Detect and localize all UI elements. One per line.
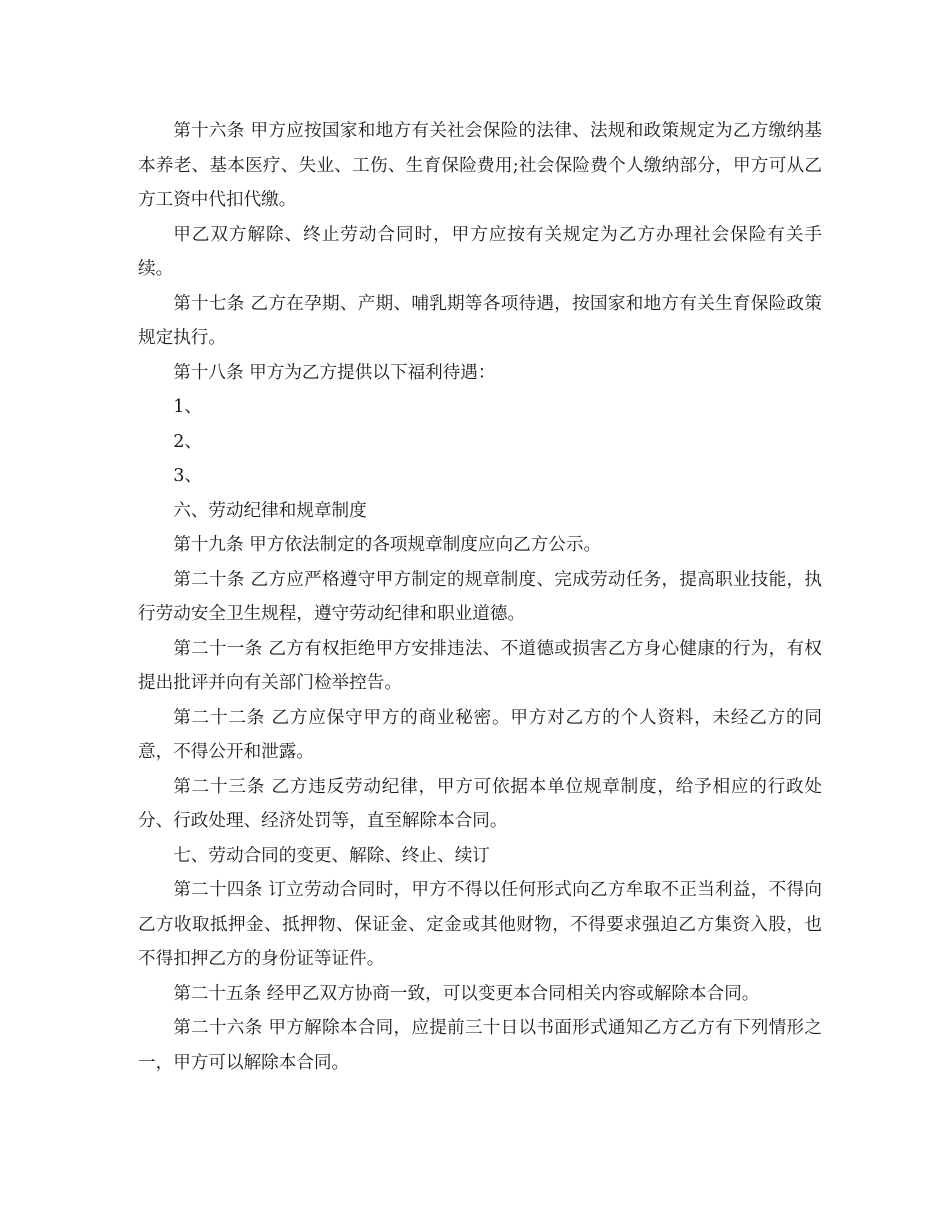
paragraph-article-22: 第二十二条 乙方应保守甲方的商业秘密。甲方对乙方的个人资料，未经乙方的同意，不得公开和泄露。 xyxy=(138,707,822,762)
paragraph-article-21: 第二十一条 乙方有权拒绝甲方安排违法、不道德或损害乙方身心健康的行为，有权提出批评并向有关部门检举控告。 xyxy=(138,638,822,693)
paragraph-article-26: 第二十六条 甲方解除本合同，应提前三十日以书面形式通知乙方乙方有下列情形之一，甲方可以解除本合同。 xyxy=(138,1018,822,1073)
paragraph-article-17: 第十七条 乙方在孕期、产期、哺乳期等各项待遇，按国家和地方有关生育保险政策规定执行。 xyxy=(138,293,822,348)
paragraph-article-25: 第二十五条 经甲乙双方协商一致，可以变更本合同相关内容或解除本合同。 xyxy=(173,983,760,1004)
section-heading-6: 六、劳动纪律和规章制度 xyxy=(173,500,367,521)
paragraph-article-24: 第二十四条 订立劳动合同时，甲方不得以任何形式向乙方牟取不正当利益，不得向乙方收取抵押金、抵押物、保证金、定金或其他财物，不得要求强迫乙方集资入股，也不得扣押乙方的身份证等证件。 xyxy=(138,880,822,969)
list-item-3: 3、 xyxy=(173,466,202,486)
paragraph-article-19: 第十九条 甲方依法制定的各项规章制度应向乙方公示。 xyxy=(173,535,602,555)
paragraph-article-23: 第二十三条 乙方违反劳动纪律，甲方可依据本单位规章制度，给予相应的行政处分、行政处理、经济处罚等，直至解除本合同。 xyxy=(138,776,822,831)
document-body xyxy=(138,114,822,1080)
paragraph-termination-insurance: 甲乙双方解除、终止劳动合同时，甲方应按有关规定为乙方办理社会保险有关手续。 xyxy=(138,224,822,279)
paragraph-article-16: 第十六条 甲方应按国家和地方有关社会保险的法律、法规和政策规定为乙方缴纳基本养老、基本医疗、失业、工伤、生育保险费用;社会保险费个人缴纳部分，甲方可从乙方工资中代扣代缴。 xyxy=(138,121,822,210)
section-heading-7: 七、劳动合同的变更、解除、终止、续订 xyxy=(173,845,490,866)
paragraph-article-20: 第二十条 乙方应严格遵守甲方制定的规章制度、完成劳动任务，提高职业技能，执行劳动安全卫生规程，遵守劳动纪律和职业道德。 xyxy=(138,569,822,624)
list-item-1: 1、 xyxy=(173,397,202,417)
list-item-2: 2、 xyxy=(173,431,202,452)
paragraph-article-18: 第十八条 甲方为乙方提供以下福利待遇： xyxy=(173,362,496,383)
